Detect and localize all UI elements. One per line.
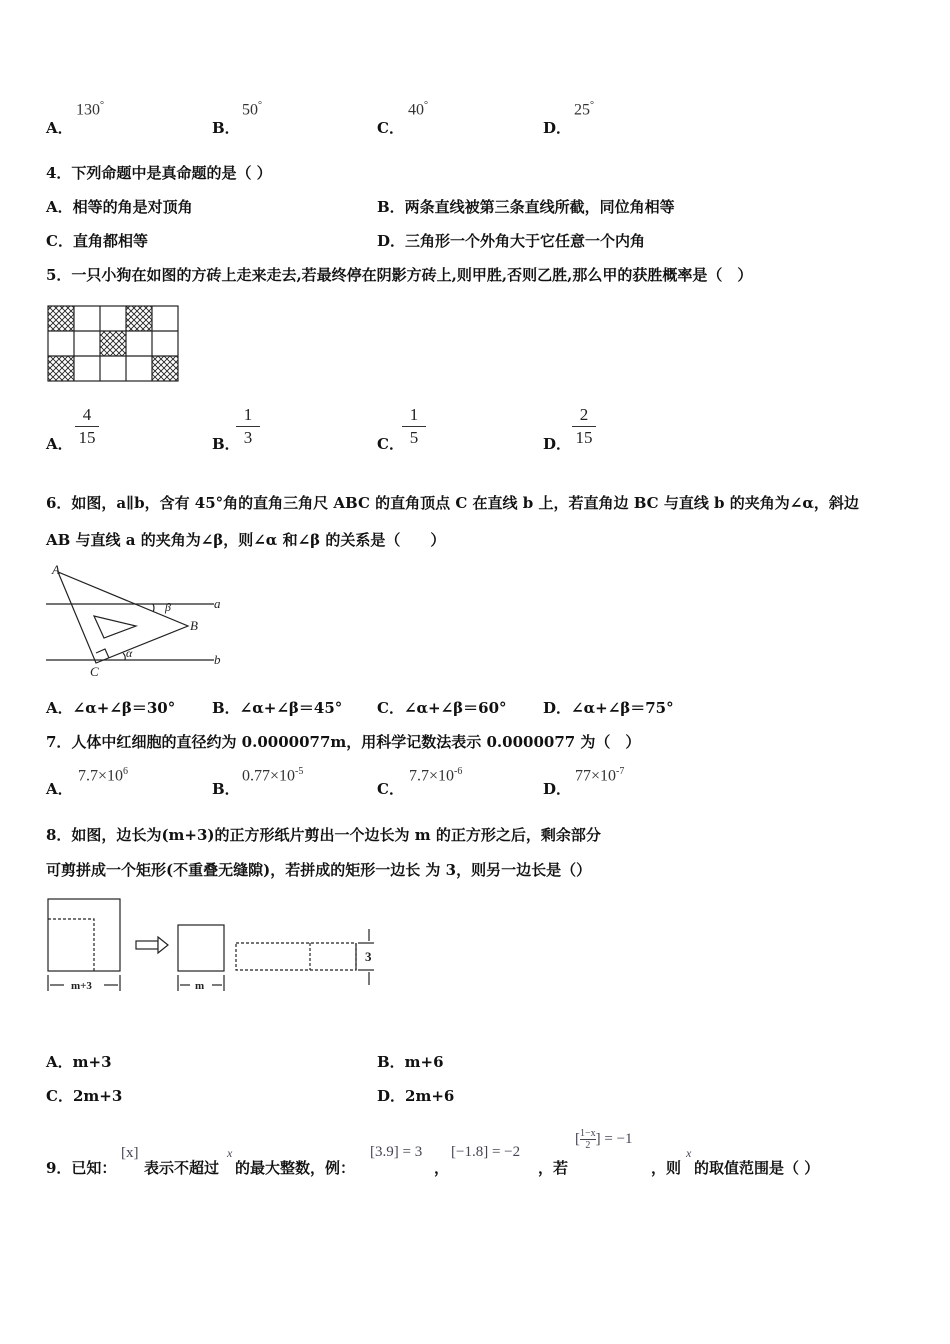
q6-option-d[interactable]: D．∠α+∠β＝75° xyxy=(543,699,674,717)
q9-text-1: 表示不超过 xyxy=(144,1159,220,1177)
q6-label-B: B xyxy=(190,618,198,633)
q9-text-2: 的最大整数，例： xyxy=(235,1159,356,1177)
q3-option-c-value: 40° xyxy=(408,100,428,119)
q8-stem-line1: 8．如图，边长为(m+3)的正方形纸片剪出一个边长为 m 的正方形之后，剩余部分 xyxy=(46,826,601,844)
q8-paper-figure xyxy=(44,895,389,995)
q6-label-b: b xyxy=(214,652,221,667)
q5-option-a[interactable]: A． xyxy=(46,435,73,453)
q6-triangle-figure xyxy=(44,560,234,680)
q7-option-d-value: $77\times 10^{-7}$ xyxy=(575,766,625,785)
q6-option-a[interactable]: A．∠α+∠β＝30° xyxy=(46,699,176,717)
q7-option-c-value: $7.7\times 10^{-6}$ xyxy=(409,766,463,785)
q7-stem: 7．人体中红细胞的直径约为 0.0000077m，用科学记数法表示 0.0000077 为（ ） xyxy=(46,733,641,751)
q6-label-a: a xyxy=(214,596,221,611)
q3-option-b[interactable]: B． xyxy=(212,119,240,137)
q3-option-d[interactable]: D． xyxy=(543,119,572,137)
q6-option-b[interactable]: B．∠α+∠β＝45° xyxy=(212,699,343,717)
shaded-tile xyxy=(126,306,152,331)
q5-option-b-fraction: 1 3 xyxy=(236,406,260,447)
q6-stem-line1: 6．如图，a∥b，含有 45°角的直角三角尺 ABC 的直角顶点 C 在直线 b 上，若直角边 BC 与直线 b 的夹角为∠α，斜边 xyxy=(46,494,859,512)
q5-option-b[interactable]: B． xyxy=(212,435,240,453)
q6-label-alpha: α xyxy=(126,646,133,660)
q3-option-d-value: 25° xyxy=(574,100,594,119)
q9-var-x-1: x xyxy=(227,1146,233,1160)
q8-option-a[interactable]: A．m+3 xyxy=(46,1053,112,1071)
q8-option-b[interactable]: B．m+6 xyxy=(377,1053,444,1071)
q7-option-a[interactable]: A． xyxy=(46,780,73,798)
q6-label-beta: β xyxy=(165,600,171,614)
q9-example-2: [−1.8] = −2 xyxy=(451,1144,521,1160)
q3-option-a[interactable]: A． xyxy=(46,119,73,137)
q7-option-c[interactable]: C． xyxy=(377,780,404,798)
q3-option-a-value: 130° xyxy=(76,100,104,119)
q9-bracket-x: [x] xyxy=(121,1145,139,1161)
q7-option-b-value: $0.77\times 10^{-5}$ xyxy=(242,766,304,785)
q4-option-a[interactable]: A．相等的角是对顶角 xyxy=(46,198,193,216)
shaded-tile xyxy=(152,356,178,381)
q6-label-A: A xyxy=(52,562,60,577)
q5-option-d-fraction: 2 15 xyxy=(572,406,596,447)
q5-option-c[interactable]: C． xyxy=(377,435,404,453)
q6-label-C: C xyxy=(90,664,99,679)
q9-text-3: ，若 xyxy=(538,1159,569,1177)
q5-option-d[interactable]: D． xyxy=(543,435,572,453)
q9-text-5: 的取值范围是（ ） xyxy=(694,1159,820,1177)
q7-option-d[interactable]: D． xyxy=(543,780,572,798)
q8-label-m: m xyxy=(195,980,205,992)
q9-var-x-2: x xyxy=(686,1146,692,1160)
shaded-tile xyxy=(48,356,74,381)
q3-option-b-value: 50° xyxy=(242,100,262,119)
q7-option-b[interactable]: B． xyxy=(212,780,240,798)
q7-option-a-value: $7.7\times 10^6$ xyxy=(78,766,129,785)
q8-option-d[interactable]: D．2m+6 xyxy=(377,1087,455,1105)
shaded-tile xyxy=(48,306,74,331)
q5-option-a-fraction: 4 15 xyxy=(75,406,99,447)
q9-example-3: [ $\frac{1-x}{2}$ ] = −1 xyxy=(575,1128,633,1151)
q8-label-m-plus-3: m+3 xyxy=(71,980,92,992)
q9-text-4: ，则 xyxy=(651,1159,682,1177)
q4-stem: 4．下列命题中是真命题的是（ ） xyxy=(46,164,272,182)
q8-option-c[interactable]: C．2m+3 xyxy=(46,1087,123,1105)
q8-label-3: 3 xyxy=(365,949,372,964)
q5-stem: 5．一只小狗在如图的方砖上走来走去,若最终停在阴影方砖上,则甲胜,否则乙胜,那么甲的获胜概率是（ ） xyxy=(46,266,753,284)
q9-example-1: [3.9] = 3 xyxy=(370,1144,423,1160)
q4-option-b[interactable]: B．两条直线被第三条直线所截，同位角相等 xyxy=(377,198,675,216)
q6-option-c[interactable]: C．∠α+∠β＝60° xyxy=(377,699,507,717)
q5-tile-grid-figure xyxy=(47,305,180,383)
q5-option-c-fraction: 1 5 xyxy=(402,406,426,447)
q9-comma-1: ， xyxy=(434,1159,450,1177)
q4-option-c[interactable]: C．直角都相等 xyxy=(46,232,148,250)
q8-stem-line2: 可剪拼成一个矩形(不重叠无缝隙)，若拼成的矩形一边长 为 3，则另一边长是（） xyxy=(46,861,592,879)
q4-option-d[interactable]: D．三角形一个外角大于它任意一个内角 xyxy=(377,232,646,250)
q9-prefix: 9．已知： xyxy=(46,1159,117,1177)
q3-option-c[interactable]: C． xyxy=(377,119,404,137)
q6-stem-line2: AB 与直线 a 的夹角为∠β，则∠α 和∠β 的关系是（ ） xyxy=(46,531,446,549)
shaded-tile xyxy=(100,331,126,356)
